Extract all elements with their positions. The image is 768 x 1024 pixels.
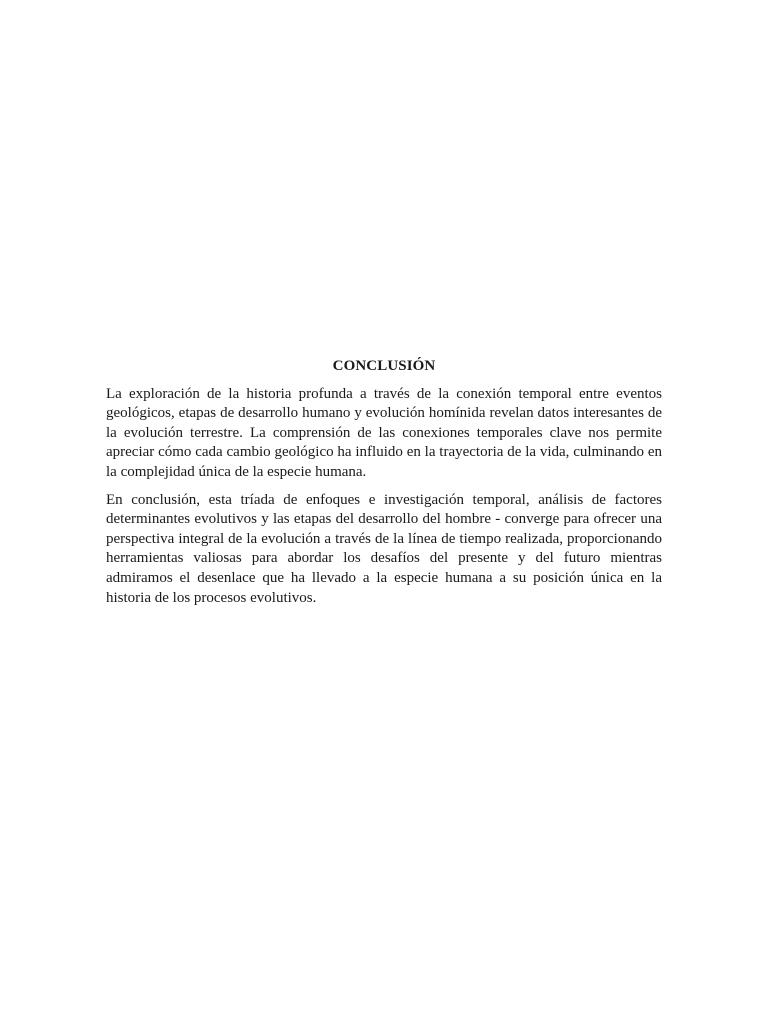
document-content — [106, 357, 662, 616]
page-title: CONCLUSIÓN — [332, 358, 436, 374]
paragraph-2: En conclusión, esta tríada de enfoques e investigación temporal, análisis de factores determinantes evolutivos y las etapas del desarrollo del hombre - converge para ofrecer una perspectiva integral de la evolución a través de la línea de tiempo realizada, proporcionando herramientas valiosas para abordar los desafíos del presente y del futuro mientras admiramos el desenlace que ha llevado a la especie humana a su posición única en la historia de los procesos evolutivos. — [106, 491, 662, 606]
paragraph-1: La exploración de la historia profunda a través de la conexión temporal entre eventos geológicos, etapas de desarrollo humano y evolución homínida revelan datos interesantes de la evolución terrestre. La comprensión de las conexiones temporales clave nos permite apreciar cómo cada cambio geológico ha influido en la trayectoria de la vida, culminando en la complejidad única de la especie humana. — [106, 385, 662, 480]
